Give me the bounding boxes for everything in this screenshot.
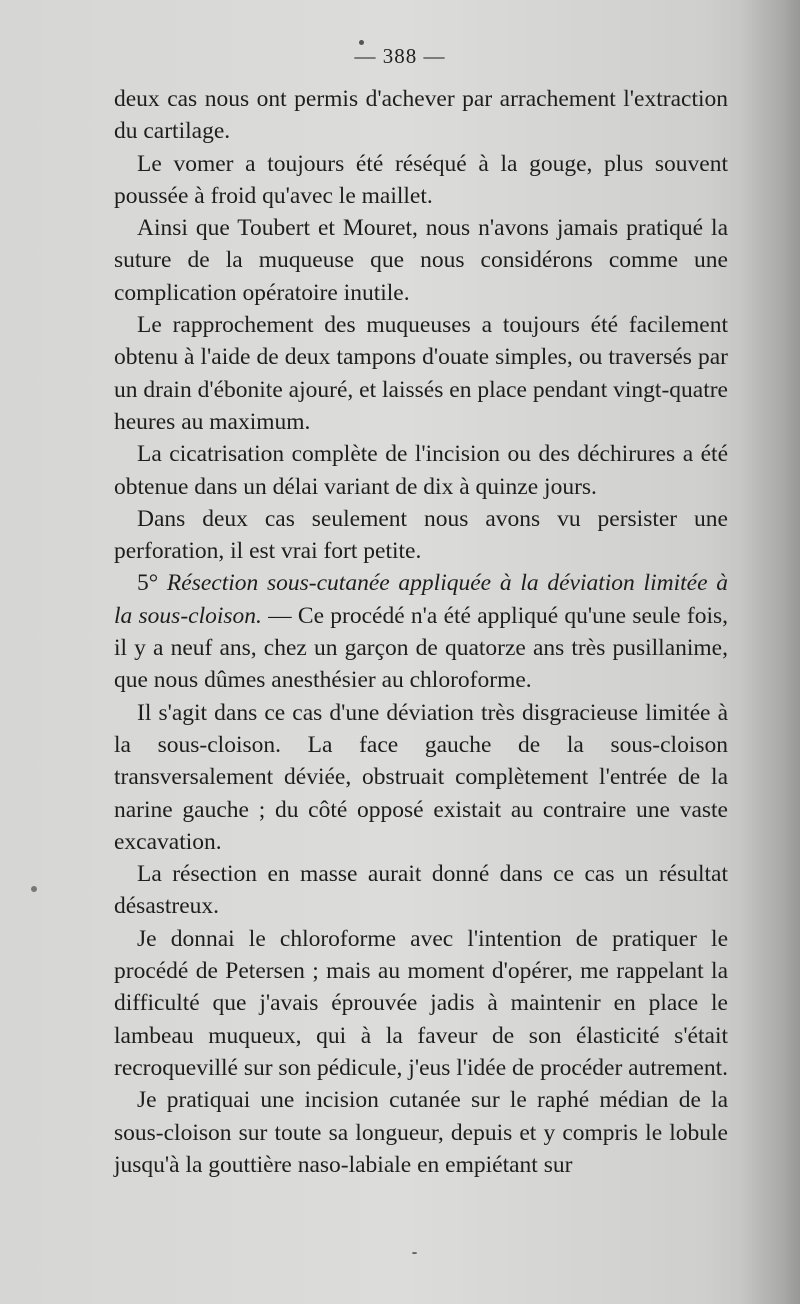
paragraph-8: Il s'agit dans ce cas d'une déviation très disgracieuse limitée à la sous-cloison. La face gauche de la sous-cloison transversalement déviée, obstruait complètement l'entrée de la narine gauche ; du côté opposé existait au contraire une vaste excavation.	[114, 699, 728, 855]
paper-speck	[31, 886, 37, 892]
paragraph-2: Le vomer a toujours été réséqué à la gouge, plus souvent poussée à froid qu'avec le maillet.	[114, 150, 728, 209]
paragraph-6: Dans deux cas seulement nous avons vu persister une perforation, il est vrai fort petite.	[114, 505, 728, 565]
paragraph-10: Je donnai le chloroforme avec l'intention de pratiquer le procédé de Petersen ; mais au moment d'opérer, me rappelant la difficulté que j'avais éprouvée jadis à maintenir en place le lambeau muqueux, qui à la faveur de son élasticité s'était recroquevillé sur son pédicule, j'eus l'idée de procéder autrement.	[114, 925, 728, 1081]
page-number: — 388 —	[354, 44, 446, 68]
paragraph-11: Je pratiquai une incision cutanée sur le raphé médian de la sous-cloison sur toute sa longueur, depuis et y compris le lobule jusqu'à la gouttière naso-labiale en empiétant sur	[114, 1087, 728, 1178]
paragraph-7	[114, 567, 728, 696]
paragraph-4: Le rapprochement des muqueuses a toujours été facilement obtenu à l'aide de deux tampons d'ouate simples, ou traversés par un drain d'ébonite ajouré, et laissés en place pendant vingt-quatre heures au maximum.	[114, 312, 728, 435]
paragraph-1: deux cas nous ont permis d'achever par arrachement l'extraction du cartilage.	[114, 86, 728, 145]
page-edge-shadow	[740, 0, 800, 1304]
section-heading: Résection sous-cutanée appliquée à la déviation limitée à la sous-cloison.	[114, 570, 728, 629]
body-text	[114, 83, 728, 1181]
paragraph-5: La cicatrisation complète de l'incision ou des déchirures a été obtenue dans un délai variant de dix à quinze jours.	[114, 441, 728, 500]
section-text: — Ce procédé n'a été appliqué qu'une seule fois, il y a neuf ans, chez un garçon de quatorze ans très pusillanime, que nous dûmes anesthésier au chloroforme.	[114, 602, 728, 694]
paragraph-9: La résection en masse aurait donné dans ce cas un résultat désastreux.	[114, 861, 728, 920]
section-number: 5°	[137, 570, 167, 597]
paragraph-3: Ainsi que Toubert et Mouret, nous n'avons jamais pratiqué la suture de la muqueuse que nous considérons comme une complication opératoire inutile.	[114, 215, 728, 306]
paper-speck	[412, 1252, 417, 1254]
